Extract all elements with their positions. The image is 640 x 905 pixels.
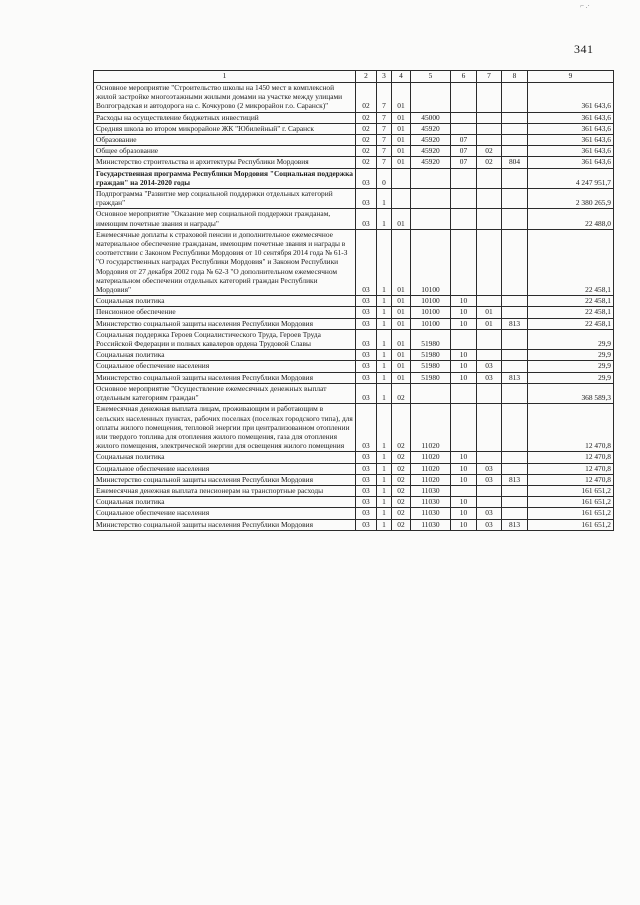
table-row — [94, 519, 614, 530]
row-name-cell: Министерство социальной защиты населения Республики Мордовия — [94, 318, 356, 329]
code-cell-2: 03 — [356, 508, 377, 519]
code-cell-8: 804 — [502, 157, 528, 168]
code-cell-4: 01 — [392, 112, 411, 123]
code-cell-8 — [502, 508, 528, 519]
code-cell-8 — [502, 296, 528, 307]
code-cell-4: 01 — [392, 229, 411, 295]
row-name-cell: Социальная политика — [94, 296, 356, 307]
code-cell-7: 03 — [477, 519, 502, 530]
code-cell-6 — [451, 168, 477, 188]
code-cell-3: 7 — [377, 135, 392, 146]
header-col-7: 7 — [477, 71, 502, 83]
code-cell-4: 01 — [392, 307, 411, 318]
code-cell-8 — [502, 463, 528, 474]
code-cell-4: 01 — [392, 209, 411, 229]
code-cell-2: 02 — [356, 83, 377, 113]
header-col-8: 8 — [502, 71, 528, 83]
amount-cell: 22 458,1 — [528, 307, 614, 318]
code-cell-4: 01 — [392, 157, 411, 168]
code-cell-6: 10 — [451, 463, 477, 474]
row-name-cell: Общее образование — [94, 146, 356, 157]
code-cell-4: 01 — [392, 296, 411, 307]
code-cell-3: 1 — [377, 404, 392, 452]
code-cell-3: 7 — [377, 112, 392, 123]
row-name-cell: Социальное обеспечение населения — [94, 463, 356, 474]
code-cell-8 — [502, 135, 528, 146]
code-cell-7 — [477, 123, 502, 134]
code-cell-3: 7 — [377, 83, 392, 113]
code-cell-4 — [392, 168, 411, 188]
code-cell-3: 1 — [377, 474, 392, 485]
code-cell-3: 1 — [377, 497, 392, 508]
header-col-1: 1 — [94, 71, 356, 83]
code-cell-5: 11020 — [411, 474, 451, 485]
code-cell-4: 02 — [392, 463, 411, 474]
code-cell-7 — [477, 296, 502, 307]
code-cell-4: 01 — [392, 135, 411, 146]
amount-cell: 29,9 — [528, 372, 614, 383]
code-cell-7: 03 — [477, 463, 502, 474]
code-cell-5: 45920 — [411, 157, 451, 168]
code-cell-5: 45920 — [411, 146, 451, 157]
amount-cell: 22 458,1 — [528, 229, 614, 295]
page-number: 341 — [574, 42, 594, 56]
code-cell-5: 45920 — [411, 135, 451, 146]
code-cell-8 — [502, 229, 528, 295]
table-row — [94, 361, 614, 372]
budget-table — [93, 70, 614, 531]
table-row — [94, 296, 614, 307]
code-cell-7 — [477, 452, 502, 463]
amount-cell: 361 643,6 — [528, 146, 614, 157]
amount-cell: 29,9 — [528, 350, 614, 361]
code-cell-6 — [451, 123, 477, 134]
code-cell-5 — [411, 83, 451, 113]
code-cell-7: 03 — [477, 474, 502, 485]
code-cell-5 — [411, 168, 451, 188]
code-cell-7: 02 — [477, 146, 502, 157]
table-row — [94, 83, 614, 113]
table-row — [94, 168, 614, 188]
code-cell-4: 02 — [392, 452, 411, 463]
row-name-cell: Министерство строительства и архитектуры Республики Мордовия — [94, 157, 356, 168]
code-cell-2: 03 — [356, 452, 377, 463]
row-name-cell: Ежемесячная денежная выплата пенсионерам на транспортные расходы — [94, 485, 356, 496]
code-cell-2: 03 — [356, 383, 377, 403]
table-row — [94, 209, 614, 229]
table-row — [94, 350, 614, 361]
amount-cell: 29,9 — [528, 361, 614, 372]
row-name-cell: Государственная программа Республики Мордовия "Социальная поддержка граждан" на 2014-2020 годы — [94, 168, 356, 188]
code-cell-7 — [477, 83, 502, 113]
code-cell-5: 11020 — [411, 404, 451, 452]
code-cell-4: 01 — [392, 350, 411, 361]
code-cell-3: 1 — [377, 189, 392, 209]
code-cell-8 — [502, 209, 528, 229]
code-cell-3: 1 — [377, 485, 392, 496]
header-col-2: 2 — [356, 71, 377, 83]
code-cell-5: 51980 — [411, 350, 451, 361]
row-name-cell: Социальная политика — [94, 452, 356, 463]
code-cell-4: 01 — [392, 83, 411, 113]
code-cell-2: 03 — [356, 485, 377, 496]
code-cell-8 — [502, 361, 528, 372]
row-name-cell: Ежемесячная денежная выплата лицам, проживающим и работающим в сельских населенных пунктах, рабочих поселках (поселках городского типа), для оплаты жилого помещения, тепловой энергии при централизованном отоплении или твердого топлива для отопления жилого помещения, газа для отопления жилого помещения, электрической энергии для освещения жилого помещения — [94, 404, 356, 452]
code-cell-7: 03 — [477, 372, 502, 383]
code-cell-2: 03 — [356, 404, 377, 452]
code-cell-7 — [477, 404, 502, 452]
amount-cell: 361 643,6 — [528, 157, 614, 168]
code-cell-8 — [502, 497, 528, 508]
code-cell-3: 1 — [377, 383, 392, 403]
code-cell-7 — [477, 383, 502, 403]
code-cell-2: 03 — [356, 463, 377, 474]
code-cell-2: 02 — [356, 157, 377, 168]
row-name-cell: Средняя школа во втором микрорайоне ЖК "Юбилейный" г. Саранск — [94, 123, 356, 134]
amount-cell: 12 470,8 — [528, 404, 614, 452]
code-cell-7: 01 — [477, 318, 502, 329]
code-cell-4 — [392, 189, 411, 209]
code-cell-2: 03 — [356, 229, 377, 295]
code-cell-2: 03 — [356, 189, 377, 209]
code-cell-4: 02 — [392, 383, 411, 403]
table-row — [94, 157, 614, 168]
code-cell-7 — [477, 135, 502, 146]
row-name-cell: Расходы на осуществление бюджетных инвестиций — [94, 112, 356, 123]
code-cell-3: 1 — [377, 229, 392, 295]
code-cell-2: 03 — [356, 296, 377, 307]
row-name-cell: Образование — [94, 135, 356, 146]
amount-cell: 161 651,2 — [528, 508, 614, 519]
table-row — [94, 112, 614, 123]
code-cell-8 — [502, 404, 528, 452]
code-cell-4: 01 — [392, 361, 411, 372]
code-cell-4: 02 — [392, 508, 411, 519]
table-row — [94, 372, 614, 383]
code-cell-3: 1 — [377, 329, 392, 349]
code-cell-8 — [502, 350, 528, 361]
code-cell-8 — [502, 112, 528, 123]
code-cell-6: 10 — [451, 361, 477, 372]
code-cell-6 — [451, 485, 477, 496]
code-cell-8 — [502, 329, 528, 349]
amount-cell: 361 643,6 — [528, 123, 614, 134]
code-cell-5: 11030 — [411, 519, 451, 530]
code-cell-2: 03 — [356, 497, 377, 508]
amount-cell: 368 589,3 — [528, 383, 614, 403]
code-cell-4: 02 — [392, 519, 411, 530]
code-cell-5 — [411, 209, 451, 229]
code-cell-5 — [411, 383, 451, 403]
table-row — [94, 383, 614, 403]
code-cell-8 — [502, 307, 528, 318]
code-cell-2: 03 — [356, 168, 377, 188]
row-name-cell: Социальная поддержка Героев Социалистического Труда, Героев Труда Российской Федерации и полных кавалеров ордена Трудовой Славы — [94, 329, 356, 349]
code-cell-4: 02 — [392, 485, 411, 496]
code-cell-4: 01 — [392, 123, 411, 134]
table-row — [94, 452, 614, 463]
code-cell-5: 10100 — [411, 307, 451, 318]
row-name-cell: Министерство социальной защиты населения Республики Мордовия — [94, 372, 356, 383]
code-cell-7 — [477, 350, 502, 361]
code-cell-2: 03 — [356, 350, 377, 361]
code-cell-5: 51980 — [411, 372, 451, 383]
code-cell-2: 03 — [356, 474, 377, 485]
code-cell-8: 813 — [502, 372, 528, 383]
code-cell-8: 813 — [502, 318, 528, 329]
table-row — [94, 307, 614, 318]
row-name-cell: Основное мероприятие "Осуществление ежемесячных денежных выплат отдельным категориям граждан" — [94, 383, 356, 403]
code-cell-4: 02 — [392, 474, 411, 485]
row-name-cell: Социальная политика — [94, 350, 356, 361]
amount-cell: 12 470,8 — [528, 463, 614, 474]
scan-corner-mark: ⌐ .· — [580, 2, 590, 10]
code-cell-6 — [451, 112, 477, 123]
row-name-cell: Подпрограмма "Развитие мер социальной поддержки отдельных категорий граждан" — [94, 189, 356, 209]
code-cell-6 — [451, 83, 477, 113]
code-cell-4: 01 — [392, 329, 411, 349]
code-cell-3: 0 — [377, 168, 392, 188]
header-row — [94, 71, 614, 83]
code-cell-4: 01 — [392, 372, 411, 383]
code-cell-7: 01 — [477, 307, 502, 318]
amount-cell: 2 380 265,9 — [528, 189, 614, 209]
amount-cell: 361 643,6 — [528, 135, 614, 146]
code-cell-6 — [451, 209, 477, 229]
table-row — [94, 463, 614, 474]
row-name-cell: Министерство социальной защиты населения Республики Мордовия — [94, 519, 356, 530]
amount-cell: 361 643,6 — [528, 112, 614, 123]
code-cell-8 — [502, 168, 528, 188]
code-cell-5: 10100 — [411, 229, 451, 295]
row-name-cell: Пенсионное обеспечение — [94, 307, 356, 318]
code-cell-4: 01 — [392, 146, 411, 157]
code-cell-8: 813 — [502, 519, 528, 530]
table-row — [94, 329, 614, 349]
code-cell-3: 7 — [377, 146, 392, 157]
table-row — [94, 135, 614, 146]
table-row — [94, 404, 614, 452]
code-cell-3: 1 — [377, 508, 392, 519]
code-cell-2: 03 — [356, 329, 377, 349]
code-cell-5: 51980 — [411, 361, 451, 372]
table-row — [94, 485, 614, 496]
table-body — [94, 83, 614, 531]
code-cell-6: 10 — [451, 318, 477, 329]
amount-cell: 161 651,2 — [528, 519, 614, 530]
code-cell-2: 02 — [356, 135, 377, 146]
code-cell-6: 10 — [451, 307, 477, 318]
row-name-cell: Основное мероприятие "Строительство школы на 1450 мест в комплексной жилой застройке многоэтажными жилыми домами на участке между улицами Волгоградская и автодорога на с. Кочкурово (2 микрорайон г.о. Саранск)" — [94, 83, 356, 113]
amount-cell: 22 458,1 — [528, 318, 614, 329]
code-cell-7: 03 — [477, 508, 502, 519]
code-cell-6: 10 — [451, 497, 477, 508]
code-cell-6: 07 — [451, 146, 477, 157]
amount-cell: 361 643,6 — [528, 83, 614, 113]
code-cell-6: 10 — [451, 508, 477, 519]
amount-cell: 161 651,2 — [528, 485, 614, 496]
code-cell-8 — [502, 485, 528, 496]
code-cell-2: 02 — [356, 123, 377, 134]
amount-cell: 22 488,0 — [528, 209, 614, 229]
code-cell-2: 03 — [356, 209, 377, 229]
code-cell-6 — [451, 229, 477, 295]
code-cell-5: 11020 — [411, 452, 451, 463]
code-cell-6: 10 — [451, 350, 477, 361]
code-cell-6 — [451, 189, 477, 209]
code-cell-8 — [502, 383, 528, 403]
code-cell-5: 45000 — [411, 112, 451, 123]
code-cell-8 — [502, 146, 528, 157]
code-cell-5: 10100 — [411, 318, 451, 329]
code-cell-6 — [451, 404, 477, 452]
header-col-4: 4 — [392, 71, 411, 83]
code-cell-2: 03 — [356, 372, 377, 383]
code-cell-3: 1 — [377, 307, 392, 318]
code-cell-7 — [477, 485, 502, 496]
code-cell-3: 7 — [377, 123, 392, 134]
code-cell-5 — [411, 189, 451, 209]
code-cell-2: 03 — [356, 318, 377, 329]
amount-cell: 22 458,1 — [528, 296, 614, 307]
code-cell-5: 45920 — [411, 123, 451, 134]
code-cell-8: 813 — [502, 474, 528, 485]
code-cell-7 — [477, 229, 502, 295]
code-cell-7 — [477, 189, 502, 209]
code-cell-7 — [477, 112, 502, 123]
code-cell-2: 03 — [356, 307, 377, 318]
code-cell-4: 02 — [392, 404, 411, 452]
code-cell-8 — [502, 123, 528, 134]
table-row — [94, 189, 614, 209]
row-name-cell: Ежемесячные доплаты к страховой пенсии и дополнительное ежемесячное материальное обеспечение гражданам, имеющим почетные звания и награды в соответствии с Законом Республики Мордовия от 10 сентября 2014 года № 61-З "О государственных наградах Республики Мордовия" и Законом Республики Мордовия от 27 декабря 2002 года № 62-З "О дополнительном ежемесячном материальном обеспечении отдельных категорий граждан Республики Мордовия" — [94, 229, 356, 295]
code-cell-3: 1 — [377, 372, 392, 383]
amount-cell: 29,9 — [528, 329, 614, 349]
code-cell-8 — [502, 452, 528, 463]
table-row — [94, 229, 614, 295]
code-cell-6: 10 — [451, 452, 477, 463]
amount-cell: 12 470,8 — [528, 474, 614, 485]
code-cell-7 — [477, 497, 502, 508]
code-cell-7: 02 — [477, 157, 502, 168]
table-header — [94, 71, 614, 83]
code-cell-5: 11030 — [411, 485, 451, 496]
code-cell-2: 02 — [356, 146, 377, 157]
row-name-cell: Социальная политика — [94, 497, 356, 508]
code-cell-3: 1 — [377, 296, 392, 307]
table-row — [94, 497, 614, 508]
code-cell-5: 11020 — [411, 463, 451, 474]
code-cell-6: 07 — [451, 135, 477, 146]
code-cell-4: 02 — [392, 497, 411, 508]
amount-cell: 161 651,2 — [528, 497, 614, 508]
table-row — [94, 146, 614, 157]
row-name-cell: Социальное обеспечение населения — [94, 508, 356, 519]
code-cell-7 — [477, 329, 502, 349]
table-row — [94, 123, 614, 134]
code-cell-2: 03 — [356, 361, 377, 372]
amount-cell: 4 247 951,7 — [528, 168, 614, 188]
row-name-cell: Основное мероприятие "Оказание мер социальной поддержки гражданам, имеющим почетные звания и награды" — [94, 209, 356, 229]
code-cell-3: 1 — [377, 463, 392, 474]
header-col-6: 6 — [451, 71, 477, 83]
code-cell-6 — [451, 329, 477, 349]
code-cell-5: 10100 — [411, 296, 451, 307]
code-cell-6: 10 — [451, 474, 477, 485]
code-cell-5: 11030 — [411, 497, 451, 508]
code-cell-6 — [451, 383, 477, 403]
code-cell-6: 10 — [451, 519, 477, 530]
table-row — [94, 318, 614, 329]
code-cell-7 — [477, 209, 502, 229]
code-cell-7: 03 — [477, 361, 502, 372]
code-cell-6: 10 — [451, 296, 477, 307]
amount-cell: 12 470,8 — [528, 452, 614, 463]
header-col-9: 9 — [528, 71, 614, 83]
code-cell-3: 1 — [377, 519, 392, 530]
code-cell-3: 1 — [377, 361, 392, 372]
row-name-cell: Социальное обеспечение населения — [94, 361, 356, 372]
code-cell-2: 02 — [356, 112, 377, 123]
code-cell-2: 03 — [356, 519, 377, 530]
code-cell-5: 51980 — [411, 329, 451, 349]
code-cell-3: 1 — [377, 209, 392, 229]
code-cell-3: 1 — [377, 452, 392, 463]
code-cell-8 — [502, 83, 528, 113]
header-col-5: 5 — [411, 71, 451, 83]
code-cell-8 — [502, 189, 528, 209]
code-cell-7 — [477, 168, 502, 188]
table-row — [94, 508, 614, 519]
table-row — [94, 474, 614, 485]
header-col-3: 3 — [377, 71, 392, 83]
row-name-cell: Министерство социальной защиты населения Республики Мордовия — [94, 474, 356, 485]
code-cell-4: 01 — [392, 318, 411, 329]
code-cell-5: 11030 — [411, 508, 451, 519]
code-cell-6: 07 — [451, 157, 477, 168]
code-cell-6: 10 — [451, 372, 477, 383]
code-cell-3: 1 — [377, 318, 392, 329]
code-cell-3: 1 — [377, 350, 392, 361]
code-cell-3: 7 — [377, 157, 392, 168]
